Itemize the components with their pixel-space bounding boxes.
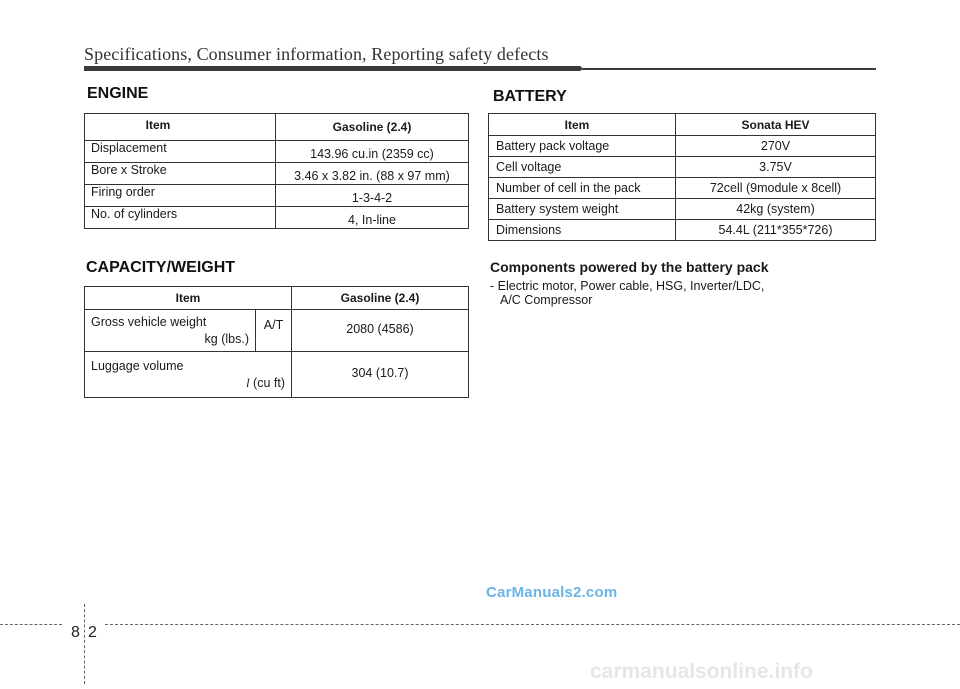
- engine-table: [84, 113, 469, 229]
- capacity-col-value: Gasoline (2.4): [292, 287, 469, 310]
- engine-row-label: Firing order: [85, 185, 276, 207]
- battery-row-value: 72cell (9module x 8cell): [676, 178, 876, 199]
- components-line-2: A/C Compressor: [500, 293, 593, 307]
- luggage-volume-value: 304 (10.7): [292, 352, 469, 398]
- chapter-number: 8: [71, 624, 80, 641]
- table-row: [85, 310, 469, 352]
- battery-row-value: 42kg (system): [676, 199, 876, 220]
- engine-row-value: 143.96 cu.in (2359 cc): [276, 141, 469, 163]
- table-row: [489, 199, 876, 220]
- engine-row-value: 1-3-4-2: [276, 185, 469, 207]
- engine-row-value: 4, In-line: [276, 207, 469, 229]
- header-rule-thin: [582, 68, 876, 70]
- engine-col-item: Item: [85, 114, 276, 141]
- components-title: Components powered by the battery pack: [490, 259, 769, 275]
- table-row: [85, 163, 469, 185]
- battery-col-value: Sonata HEV: [676, 114, 876, 136]
- footer-divider: [84, 604, 85, 684]
- table-row: [85, 185, 469, 207]
- capacity-col-item: Item: [85, 287, 292, 310]
- engine-section-title: ENGINE: [87, 85, 149, 102]
- engine-col-value: Gasoline (2.4): [276, 114, 469, 141]
- capacity-table: [84, 286, 469, 398]
- table-row: [85, 207, 469, 229]
- luggage-volume-label: Luggage volume: [91, 358, 184, 373]
- gross-weight-unit: kg (lbs.): [204, 332, 249, 346]
- luggage-volume-unit: (cu ft): [249, 375, 285, 390]
- transmission-type: A/T: [256, 310, 292, 352]
- battery-row-value: 54.4L (211*355*726): [676, 220, 876, 241]
- footer-rule-right: [105, 624, 960, 626]
- engine-row-value: 3.46 x 3.82 in. (88 x 97 mm): [276, 163, 469, 185]
- engine-table-header: [85, 114, 469, 141]
- table-row: [489, 178, 876, 199]
- footer-rule-left: [0, 624, 62, 626]
- battery-table-header: [489, 114, 876, 136]
- battery-row-label: Battery system weight: [489, 199, 676, 220]
- page-header-title: Specifications, Consumer information, Reporting safety defects: [84, 44, 549, 64]
- table-row: [85, 352, 469, 398]
- capacity-table-header: [85, 287, 469, 310]
- battery-row-value: 3.75V: [676, 157, 876, 178]
- components-line-1: - Electric motor, Power cable, HSG, Inverter/LDC,: [490, 279, 765, 293]
- gross-weight-cell: [85, 310, 256, 352]
- luggage-volume-cell: [85, 352, 292, 398]
- battery-row-label: Cell voltage: [489, 157, 676, 178]
- engine-row-label: Bore x Stroke: [85, 163, 276, 185]
- table-row: [489, 136, 876, 157]
- table-row: [489, 220, 876, 241]
- bottom-watermark: carmanualsonline.info: [590, 660, 813, 683]
- components-list: [490, 279, 850, 307]
- battery-col-item: Item: [489, 114, 676, 136]
- battery-section-title: BATTERY: [493, 88, 567, 105]
- battery-table: [488, 113, 876, 241]
- battery-row-label: Battery pack voltage: [489, 136, 676, 157]
- table-row: [85, 141, 469, 163]
- battery-row-label: Number of cell in the pack: [489, 178, 676, 199]
- page-number: 2: [88, 624, 97, 641]
- engine-row-label: No. of cylinders: [85, 207, 276, 229]
- capacity-section-title: CAPACITY/WEIGHT: [86, 259, 236, 276]
- battery-row-label: Dimensions: [489, 220, 676, 241]
- gross-weight-label: Gross vehicle weight: [91, 315, 207, 329]
- battery-row-value: 270V: [676, 136, 876, 157]
- engine-row-label: Displacement: [85, 141, 276, 163]
- header-rule-thick: [84, 66, 582, 71]
- gross-weight-value: 2080 (4586): [292, 310, 469, 352]
- carmanuals-watermark-link[interactable]: CarManuals2.com: [486, 584, 618, 601]
- litre-symbol: l: [246, 375, 250, 390]
- table-row: [489, 157, 876, 178]
